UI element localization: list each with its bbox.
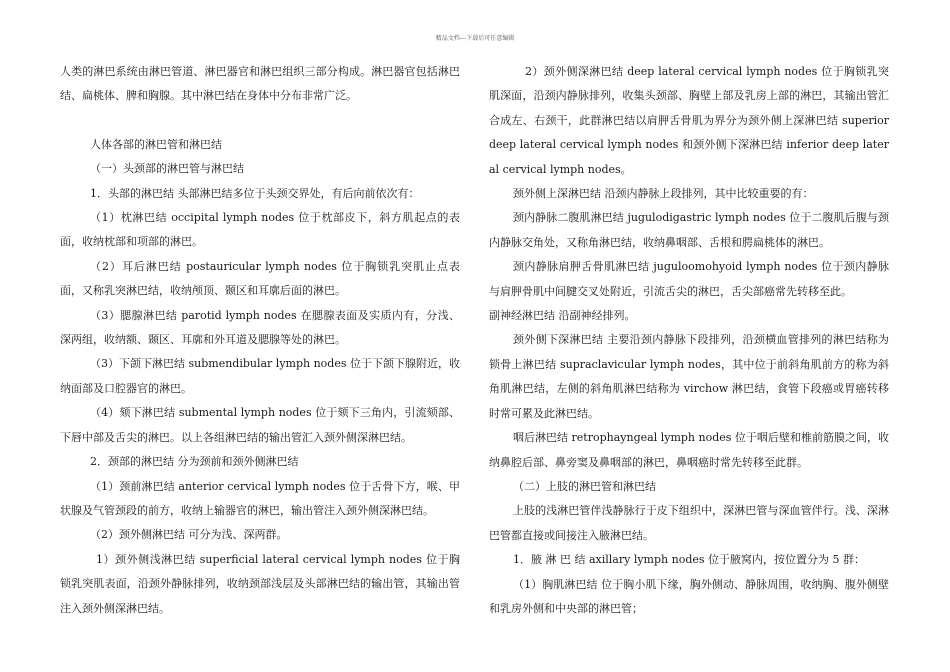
paragraph: 颈内静脉肩胛舌骨肌淋巴结 juguloomohyoid lymph nodes 位于颈内静脉与肩胛骨肌中间腱交叉处附近，引流舌尖的淋巴，舌尖部癌常先转移至此。 (489, 260, 889, 298)
page-header: 精品文档---下载后可任意编辑 (435, 35, 515, 42)
paragraph: （二）上肢的淋巴管和淋巴结 (513, 479, 656, 493)
paragraph: 颈外侧下深淋巴结 主要沿颈内静脉下段排列，沿颈横血管排列的淋巴结称为锁骨上淋巴结 supraclavicular lymph nodes，其中位于前斜角肌前方的称为斜角肌淋巴结，左侧的斜角肌淋巴结称为 virchow 淋巴结，食管下段癌或胃癌转移时常可累及此淋巴结。 (489, 333, 889, 420)
paragraph: （3）下颌下淋巴结 submendibular lymph nodes 位于下颌下腺附近，收纳面部及口腔器官的淋巴。 (60, 357, 460, 395)
paragraph: （3）腮腺淋巴结 parotid lymph nodes 在腮腺表面及实质内有，分浅、深两组，收纳额、颞区、耳廓和外耳道及腮腺等处的淋巴。 (60, 308, 460, 347)
paragraph: （1）枕淋巴结 occipital lymph nodes 位于枕部皮下，斜方肌起点的表面，收纳枕部和项部的淋巴。 (60, 211, 460, 249)
paragraph: 2．颈部的淋巴结 分为颈前和颈外侧淋巴结 (90, 455, 299, 469)
paragraph: （1）颈前淋巴结 anterior cervical lymph nodes 位于舌骨下方，喉、甲状腺及气管颈段的前方，收纳上输器官的淋巴，输出管注入颈外侧深淋巴结。 (60, 479, 460, 517)
paragraph: （2）耳后淋巴结 postauricular lymph nodes 位于胸锁乳突肌止点表面，又称乳突淋巴结，收纳颅顶、颞区和耳廓后面的淋巴。 (60, 259, 460, 298)
paragraph: 1．头部的淋巴结 头部淋巴结多位于头颈交界处，有后向前依次有： (90, 186, 420, 200)
paragraph-gap (60, 109, 460, 133)
paragraph: 颈内静脉二腹肌淋巴结 jugulodigastric lymph nodes 位于二腹肌后腹与颈内静脉交角处，又称角淋巴结，收纳鼻咽部、舌根和腭扁桃体的淋巴。 (489, 211, 889, 249)
paragraph: 上肢的浅淋巴管伴浅静脉行于皮下组织中，深淋巴管与深血管伴行。浅、深淋巴管都直接或间接注入腋淋巴结。 (489, 504, 889, 542)
paragraph: 副神经淋巴结 沿副神经排列。 (489, 309, 636, 323)
paragraph: 人体各部的淋巴管和淋巴结 (90, 137, 222, 151)
paragraph: （4）颏下淋巴结 submental lymph nodes 位于颏下三角内，引流颏部、下唇中部及舌尖的淋巴。以上各组淋巴结的输出管汇入颈外侧深淋巴结。 (60, 406, 460, 444)
paragraph: 咽后淋巴结 retrophayngeal lymph nodes 位于咽后壁和椎前筋膜之间，收纳鼻腔后部、鼻旁窦及鼻咽部的淋巴，鼻咽癌时常先转移至此群。 (489, 431, 889, 469)
paragraph: （2）颈外侧淋巴结 可分为浅、深两群。 (90, 528, 288, 542)
paragraph: 1）颈外侧浅淋巴结 superficial lateral cervical lymph nodes 位于胸锁乳突肌表面，沿颈外静脉排列，收纳颈部浅层及头部淋巴结的输出管，其输出管注入颈外侧深淋巴结。 (60, 552, 460, 615)
paragraph: 人类的淋巴系统由淋巴管道、淋巴器官和淋巴组织三部分构成。淋巴器官包括淋巴结、扁桃体、脾和胸腺。其中淋巴结在身体中分布非常广泛。 (60, 65, 460, 103)
right-text-column (489, 60, 889, 621)
paragraph: 2）颈外侧深淋巴结 deep lateral cervical lymph nodes 位于胸锁乳突肌深面，沿颈内静脉排列，收集头颈部、胸壁上部及乳房上部的淋巴，其输出管汇合成左、右颈干，此群淋巴结以肩胛舌骨肌为界分为颈外侧上深淋巴结 superior deep lateral cervical lymph nodes 和颈外侧下深淋巴结 inferior deep lateral cervical lymph nodes。 (489, 65, 889, 176)
paragraph: （1）胸肌淋巴结 位于胸小肌下缘，胸外侧动、静脉周围，收纳胸、腹外侧壁和乳房外侧和中央部的淋巴管； (489, 577, 889, 615)
paragraph: 颈外侧上深淋巴结 沿颈内静脉上段排列，其中比较重要的有： (513, 187, 814, 201)
left-text-column (60, 60, 460, 621)
paragraph: （一）头颈部的淋巴管与淋巴结 (90, 162, 244, 176)
paragraph: 1．腋 淋 巴 结 axillary lymph nodes 位于腋窝内，按位置分为 5 群： (513, 553, 866, 567)
